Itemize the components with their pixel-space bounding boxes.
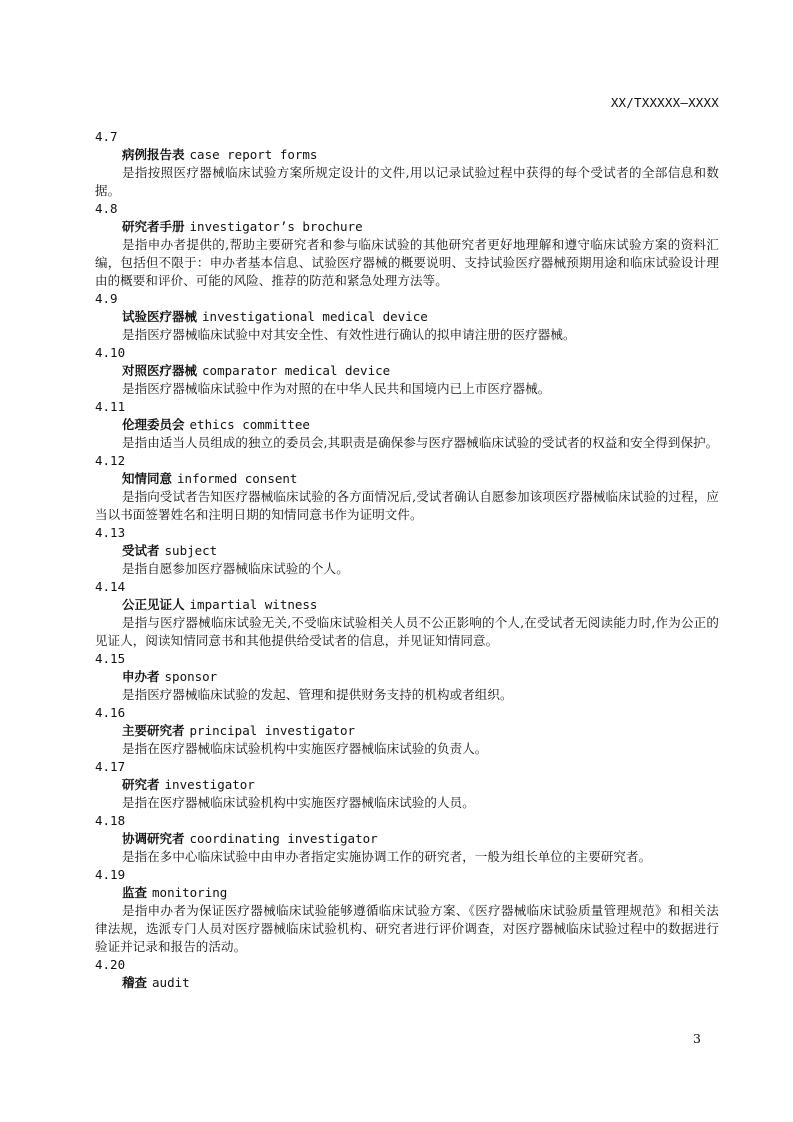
- term-english: impartial witness: [189, 597, 318, 612]
- clause-number: 4.7: [95, 129, 118, 144]
- term-definition: 是指医疗器械临床试验中作为对照的在中华人民共和国境内已上市医疗器械。: [122, 381, 551, 396]
- clause-number: 4.14: [95, 579, 126, 594]
- clause-number: 4.12: [95, 453, 126, 468]
- term-entry-4-10: [95, 344, 719, 398]
- term-english: subject: [164, 543, 218, 558]
- term-definition: 是指医疗器械临床试验的发起、管理和提供财务支持的机构或者组织。: [122, 687, 513, 702]
- term-heading: [95, 722, 719, 740]
- term-entry-4-7: [95, 128, 719, 200]
- term-definition: 是指在医疗器械临床试验机构中实施医疗器械临床试验的负责人。: [122, 741, 488, 756]
- term-chinese: 研究者手册: [122, 219, 185, 234]
- term-entry-4-16: [95, 704, 719, 758]
- clause-number: 4.9: [95, 291, 118, 306]
- terms-list: [95, 128, 719, 992]
- term-definition: 是指向受试者告知医疗器械临床试验的各方面情况后,受试者确认自愿参加该项医疗器械临床试验的过程，应当以书面签署姓名和注明日期的知情同意书作为证明文件。: [95, 489, 719, 522]
- term-definition: 是指申办者为保证医疗器械临床试验能够遵循临床试验方案、《医疗器械临床试验质量管理规范》和相关法律法规，选派专门人员对医疗器械临床试验机构、研究者进行评价调查，对医疗器械临床试验过程中的数据进行验证并记录和报告的活动。: [95, 903, 719, 954]
- term-chinese: 受试者: [122, 543, 160, 558]
- clause-number: 4.10: [95, 345, 126, 360]
- term-chinese: 主要研究者: [122, 723, 185, 738]
- clause-number: 4.18: [95, 813, 126, 828]
- term-entry-4-8: [95, 200, 719, 290]
- page-number: 3: [693, 1031, 701, 1046]
- clause-number: 4.17: [95, 759, 126, 774]
- term-english: audit: [152, 975, 190, 990]
- term-chinese: 知情同意: [122, 471, 173, 486]
- term-heading: [95, 470, 719, 488]
- term-definition: 是指按照医疗器械临床试验方案所规定设计的文件,用以记录试验过程中获得的每个受试者的全部信息和数据。: [95, 165, 719, 198]
- term-entry-4-20: [95, 956, 719, 992]
- term-english: investigational medical device: [202, 309, 428, 324]
- term-definition: 是指自愿参加医疗器械临床试验的个人。: [122, 561, 349, 576]
- term-chinese: 公正见证人: [122, 597, 185, 612]
- term-heading: [95, 308, 719, 326]
- term-heading: [95, 416, 719, 434]
- term-chinese: 试验医疗器械: [122, 309, 198, 324]
- term-chinese: 申办者: [122, 669, 160, 684]
- term-heading: [95, 776, 719, 794]
- term-heading: [95, 974, 719, 992]
- clause-number: 4.15: [95, 651, 126, 666]
- term-heading: [95, 596, 719, 614]
- term-definition: 是指申办者提供的,帮助主要研究者和参与临床试验的其他研究者更好地理解和遵守临床试验方案的资料汇编，包括但不限于：申办者基本信息、试验医疗器械的概要说明、支持试验医疗器械预期用途和临床试验设计理由的概要和评价、可能的风险、推荐的防范和紧急处理方法等。: [95, 237, 719, 288]
- term-entry-4-11: [95, 398, 719, 452]
- term-english: informed consent: [177, 471, 298, 486]
- term-english: coordinating investigator: [189, 831, 378, 846]
- term-english: case report forms: [189, 147, 318, 162]
- term-english: comparator medical device: [202, 363, 391, 378]
- document-code: XX/TXXXXX—XXXX: [610, 95, 719, 110]
- term-entry-4-17: [95, 758, 719, 812]
- term-chinese: 稽查: [122, 975, 148, 990]
- term-english: principal investigator: [189, 723, 356, 738]
- term-entry-4-12: [95, 452, 719, 524]
- term-chinese: 对照医疗器械: [122, 363, 198, 378]
- term-chinese: 协调研究者: [122, 831, 185, 846]
- clause-number: 4.8: [95, 201, 118, 216]
- term-english: investigator’s brochure: [189, 219, 363, 234]
- term-heading: [95, 362, 719, 380]
- clause-number: 4.11: [95, 399, 126, 414]
- term-english: investigator: [164, 777, 255, 792]
- clause-number: 4.20: [95, 957, 126, 972]
- term-heading: [95, 146, 719, 164]
- term-chinese: 监查: [122, 885, 148, 900]
- term-definition: 是指与医疗器械临床试验无关,不受临床试验相关人员不公正影响的个人,在受试者无阅读能力时,作为公正的见证人，阅读知情同意书和其他提供给受试者的信息，并见证知情同意。: [95, 615, 719, 648]
- term-entry-4-19: [95, 866, 719, 956]
- term-definition: 是指由适当人员组成的独立的委员会,其职责是确保参与医疗器械临床试验的受试者的权益和安全得到保护。: [122, 435, 719, 450]
- term-heading: [95, 884, 719, 902]
- term-entry-4-15: [95, 650, 719, 704]
- term-chinese: 伦理委员会: [122, 417, 185, 432]
- term-heading: [95, 830, 719, 848]
- term-heading: [95, 218, 719, 236]
- term-definition: 是指在多中心临床试验中由申办者指定实施协调工作的研究者，一般为组长单位的主要研究者。: [122, 849, 652, 864]
- term-chinese: 病例报告表: [122, 147, 185, 162]
- term-entry-4-13: [95, 524, 719, 578]
- term-heading: [95, 668, 719, 686]
- term-definition: 是指医疗器械临床试验中对其安全性、有效性进行确认的拟申请注册的医疗器械。: [122, 327, 576, 342]
- term-chinese: 研究者: [122, 777, 160, 792]
- term-entry-4-9: [95, 290, 719, 344]
- term-definition: 是指在医疗器械临床试验机构中实施医疗器械临床试验的人员。: [122, 795, 475, 810]
- term-entry-4-18: [95, 812, 719, 866]
- term-english: sponsor: [164, 669, 218, 684]
- clause-number: 4.19: [95, 867, 126, 882]
- term-entry-4-14: [95, 578, 719, 650]
- term-heading: [95, 542, 719, 560]
- clause-number: 4.13: [95, 525, 126, 540]
- clause-number: 4.16: [95, 705, 126, 720]
- term-english: monitoring: [152, 885, 228, 900]
- term-english: ethics committee: [189, 417, 310, 432]
